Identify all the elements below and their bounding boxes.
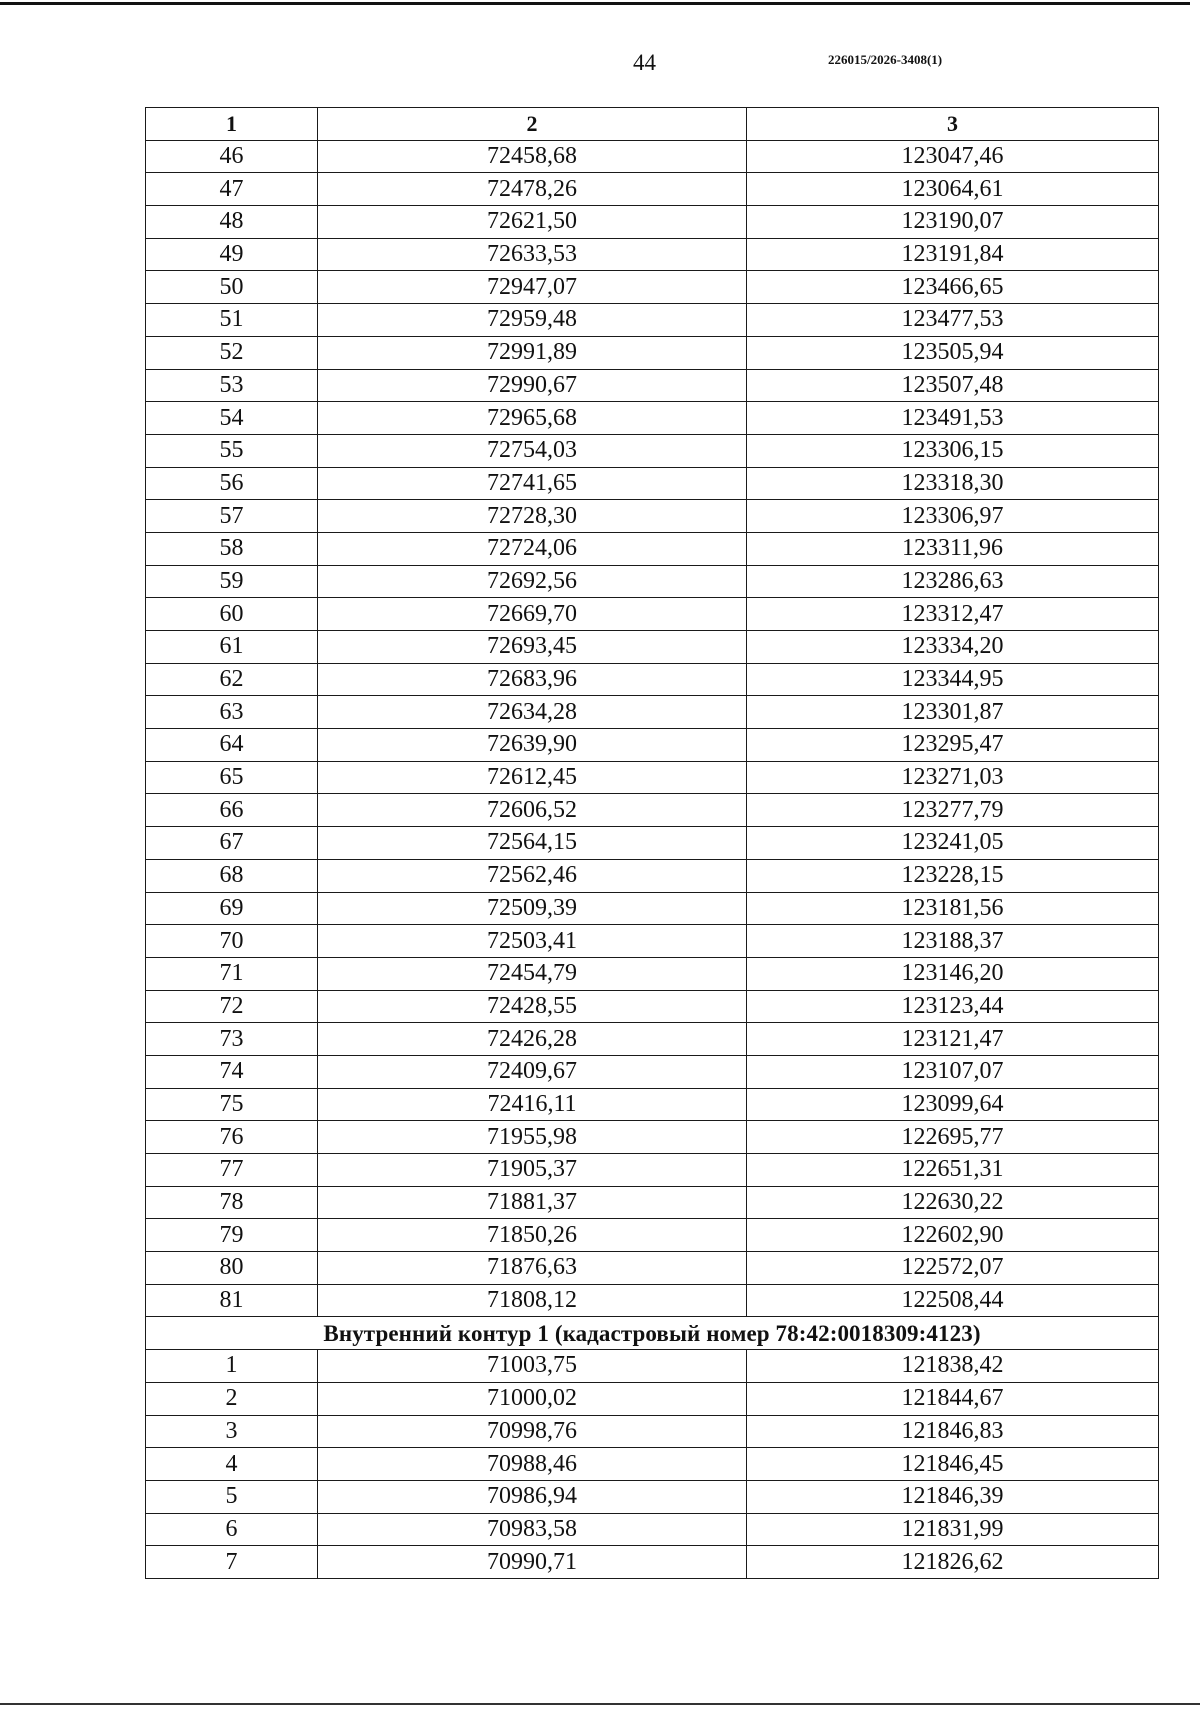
cell-x-coordinate: 72959,48: [318, 304, 747, 337]
cell-point-number: 6: [146, 1513, 318, 1546]
table-row: [146, 532, 1159, 565]
table-body-inner-contour: [146, 1350, 1159, 1579]
cell-x-coordinate: 72633,53: [318, 238, 747, 271]
table-row: [146, 206, 1159, 239]
cell-point-number: 2: [146, 1382, 318, 1415]
cell-x-coordinate: 72426,28: [318, 1023, 747, 1056]
cell-point-number: 61: [146, 631, 318, 664]
cell-x-coordinate: 71881,37: [318, 1186, 747, 1219]
table-row: [146, 173, 1159, 206]
cell-y-coordinate: 123146,20: [747, 957, 1159, 990]
column-header-x: 2: [318, 108, 747, 141]
table-row: [146, 957, 1159, 990]
table-row: [146, 859, 1159, 892]
cell-x-coordinate: 72454,79: [318, 957, 747, 990]
cell-x-coordinate: 72562,46: [318, 859, 747, 892]
cell-x-coordinate: 72612,45: [318, 761, 747, 794]
cell-x-coordinate: 72478,26: [318, 173, 747, 206]
cell-y-coordinate: 123301,87: [747, 696, 1159, 729]
cell-x-coordinate: 72693,45: [318, 631, 747, 664]
cell-y-coordinate: 122602,90: [747, 1219, 1159, 1252]
cell-point-number: 56: [146, 467, 318, 500]
cell-x-coordinate: 72991,89: [318, 336, 747, 369]
cell-x-coordinate: 72409,67: [318, 1055, 747, 1088]
cell-y-coordinate: 123271,03: [747, 761, 1159, 794]
table-row: [146, 565, 1159, 598]
cell-point-number: 80: [146, 1252, 318, 1285]
cell-y-coordinate: 123312,47: [747, 598, 1159, 631]
table-row: [146, 1382, 1159, 1415]
cell-point-number: 50: [146, 271, 318, 304]
cell-x-coordinate: 72503,41: [318, 925, 747, 958]
cell-y-coordinate: 123295,47: [747, 729, 1159, 762]
cell-y-coordinate: 123191,84: [747, 238, 1159, 271]
cell-point-number: 70: [146, 925, 318, 958]
cell-x-coordinate: 72509,39: [318, 892, 747, 925]
cell-y-coordinate: 123181,56: [747, 892, 1159, 925]
cell-point-number: 47: [146, 173, 318, 206]
cell-x-coordinate: 72692,56: [318, 565, 747, 598]
cell-x-coordinate: 72754,03: [318, 434, 747, 467]
bottom-border-line: [0, 1703, 1200, 1705]
cell-x-coordinate: 70990,71: [318, 1546, 747, 1579]
table-row: [146, 990, 1159, 1023]
cell-point-number: 76: [146, 1121, 318, 1154]
column-header-y: 3: [747, 108, 1159, 141]
cell-y-coordinate: 123228,15: [747, 859, 1159, 892]
table-row: [146, 892, 1159, 925]
cell-x-coordinate: 72458,68: [318, 140, 747, 173]
cell-y-coordinate: 123318,30: [747, 467, 1159, 500]
cell-point-number: 51: [146, 304, 318, 337]
cell-x-coordinate: 72606,52: [318, 794, 747, 827]
table-row: [146, 434, 1159, 467]
cell-x-coordinate: 70988,46: [318, 1448, 747, 1481]
cell-y-coordinate: 122695,77: [747, 1121, 1159, 1154]
cell-point-number: 81: [146, 1284, 318, 1317]
cell-x-coordinate: 72965,68: [318, 402, 747, 435]
cell-point-number: 77: [146, 1154, 318, 1187]
cell-y-coordinate: 123306,97: [747, 500, 1159, 533]
table-header-row: [146, 108, 1159, 141]
cell-x-coordinate: 72639,90: [318, 729, 747, 762]
table-row: [146, 1023, 1159, 1056]
table-row: [146, 1350, 1159, 1383]
cell-y-coordinate: 121826,62: [747, 1546, 1159, 1579]
page-number: 44: [633, 50, 656, 75]
table-row: [146, 271, 1159, 304]
cell-y-coordinate: 123334,20: [747, 631, 1159, 664]
table-row: [146, 1252, 1159, 1285]
cell-point-number: 68: [146, 859, 318, 892]
cell-point-number: 74: [146, 1055, 318, 1088]
cell-y-coordinate: 123190,07: [747, 206, 1159, 239]
cell-y-coordinate: 123121,47: [747, 1023, 1159, 1056]
cell-x-coordinate: 72990,67: [318, 369, 747, 402]
cell-y-coordinate: 122630,22: [747, 1186, 1159, 1219]
table-row: [146, 925, 1159, 958]
table-row: [146, 467, 1159, 500]
cell-y-coordinate: 123188,37: [747, 925, 1159, 958]
cell-x-coordinate: 72724,06: [318, 532, 747, 565]
cell-point-number: 57: [146, 500, 318, 533]
cell-x-coordinate: 72947,07: [318, 271, 747, 304]
cell-point-number: 78: [146, 1186, 318, 1219]
cell-y-coordinate: 122651,31: [747, 1154, 1159, 1187]
cell-y-coordinate: 123123,44: [747, 990, 1159, 1023]
table-row: [146, 1088, 1159, 1121]
coordinates-table: [145, 107, 1159, 1579]
cell-point-number: 53: [146, 369, 318, 402]
table-row: [146, 696, 1159, 729]
table-row: [146, 336, 1159, 369]
cell-y-coordinate: 123286,63: [747, 565, 1159, 598]
cell-x-coordinate: 71000,02: [318, 1382, 747, 1415]
cell-point-number: 63: [146, 696, 318, 729]
cell-x-coordinate: 71808,12: [318, 1284, 747, 1317]
table-row: [146, 1186, 1159, 1219]
cell-x-coordinate: 71905,37: [318, 1154, 747, 1187]
cell-point-number: 4: [146, 1448, 318, 1481]
cell-point-number: 72: [146, 990, 318, 1023]
cell-point-number: 49: [146, 238, 318, 271]
cell-point-number: 48: [146, 206, 318, 239]
cell-point-number: 71: [146, 957, 318, 990]
cell-y-coordinate: 123064,61: [747, 173, 1159, 206]
cell-point-number: 69: [146, 892, 318, 925]
cell-x-coordinate: 71955,98: [318, 1121, 747, 1154]
cell-y-coordinate: 123047,46: [747, 140, 1159, 173]
cell-y-coordinate: 123306,15: [747, 434, 1159, 467]
cell-x-coordinate: 71850,26: [318, 1219, 747, 1252]
table-body-outer-contour: [146, 140, 1159, 1317]
cell-point-number: 79: [146, 1219, 318, 1252]
table-row: [146, 1284, 1159, 1317]
cell-y-coordinate: 123241,05: [747, 827, 1159, 860]
cell-point-number: 66: [146, 794, 318, 827]
cell-y-coordinate: 123311,96: [747, 532, 1159, 565]
cell-y-coordinate: 123099,64: [747, 1088, 1159, 1121]
cell-y-coordinate: 123491,53: [747, 402, 1159, 435]
cell-x-coordinate: 71876,63: [318, 1252, 747, 1285]
table-row: [146, 1154, 1159, 1187]
cell-y-coordinate: 123107,07: [747, 1055, 1159, 1088]
cell-point-number: 75: [146, 1088, 318, 1121]
cell-point-number: 65: [146, 761, 318, 794]
cell-y-coordinate: 121846,39: [747, 1480, 1159, 1513]
table-row: [146, 402, 1159, 435]
cell-x-coordinate: 72634,28: [318, 696, 747, 729]
cell-point-number: 58: [146, 532, 318, 565]
column-header-point-number: 1: [146, 108, 318, 141]
cell-x-coordinate: 72564,15: [318, 827, 747, 860]
cell-point-number: 5: [146, 1480, 318, 1513]
cell-x-coordinate: 70986,94: [318, 1480, 747, 1513]
cell-x-coordinate: 72428,55: [318, 990, 747, 1023]
cell-point-number: 59: [146, 565, 318, 598]
cell-y-coordinate: 121846,45: [747, 1448, 1159, 1481]
section-title: Внутренний контур 1 (кадастровый номер 78:42:0018309:4123): [146, 1317, 1159, 1350]
table-row: [146, 1415, 1159, 1448]
cell-y-coordinate: 122572,07: [747, 1252, 1159, 1285]
cell-y-coordinate: 123277,79: [747, 794, 1159, 827]
cell-point-number: 3: [146, 1415, 318, 1448]
cell-point-number: 7: [146, 1546, 318, 1579]
table-row: [146, 794, 1159, 827]
cell-y-coordinate: 123477,53: [747, 304, 1159, 337]
cell-x-coordinate: 70998,76: [318, 1415, 747, 1448]
cell-x-coordinate: 72416,11: [318, 1088, 747, 1121]
table-row: [146, 500, 1159, 533]
table-row: [146, 369, 1159, 402]
section-header-row: [146, 1317, 1159, 1350]
table-row: [146, 1513, 1159, 1546]
table-row: [146, 1448, 1159, 1481]
cell-point-number: 1: [146, 1350, 318, 1383]
table-row: [146, 827, 1159, 860]
cell-y-coordinate: 121838,42: [747, 1350, 1159, 1383]
table-row: [146, 1546, 1159, 1579]
table-row: [146, 238, 1159, 271]
table-row: [146, 1121, 1159, 1154]
cell-y-coordinate: 123466,65: [747, 271, 1159, 304]
cell-point-number: 67: [146, 827, 318, 860]
cell-x-coordinate: 71003,75: [318, 1350, 747, 1383]
cell-point-number: 55: [146, 434, 318, 467]
cell-point-number: 62: [146, 663, 318, 696]
top-border-line: [0, 2, 1190, 5]
cell-y-coordinate: 123344,95: [747, 663, 1159, 696]
cell-y-coordinate: 123507,48: [747, 369, 1159, 402]
table-row: [146, 663, 1159, 696]
cell-point-number: 54: [146, 402, 318, 435]
cell-x-coordinate: 72621,50: [318, 206, 747, 239]
cell-point-number: 60: [146, 598, 318, 631]
table-row: [146, 1219, 1159, 1252]
table-row: [146, 631, 1159, 664]
table-row: [146, 1480, 1159, 1513]
cell-x-coordinate: 72669,70: [318, 598, 747, 631]
cell-y-coordinate: 123505,94: [747, 336, 1159, 369]
table-row: [146, 598, 1159, 631]
document-reference: 226015/2026-3408(1): [828, 52, 943, 67]
cell-x-coordinate: 72683,96: [318, 663, 747, 696]
table-row: [146, 761, 1159, 794]
cell-y-coordinate: 121846,83: [747, 1415, 1159, 1448]
table-row: [146, 140, 1159, 173]
table-row: [146, 304, 1159, 337]
cell-y-coordinate: 122508,44: [747, 1284, 1159, 1317]
table-row: [146, 1055, 1159, 1088]
cell-x-coordinate: 72728,30: [318, 500, 747, 533]
cell-point-number: 52: [146, 336, 318, 369]
cell-point-number: 64: [146, 729, 318, 762]
table-row: [146, 729, 1159, 762]
cell-x-coordinate: 70983,58: [318, 1513, 747, 1546]
table-section-inner-contour: [146, 1317, 1159, 1350]
cell-y-coordinate: 121831,99: [747, 1513, 1159, 1546]
cell-point-number: 73: [146, 1023, 318, 1056]
cell-point-number: 46: [146, 140, 318, 173]
cell-x-coordinate: 72741,65: [318, 467, 747, 500]
cell-y-coordinate: 121844,67: [747, 1382, 1159, 1415]
